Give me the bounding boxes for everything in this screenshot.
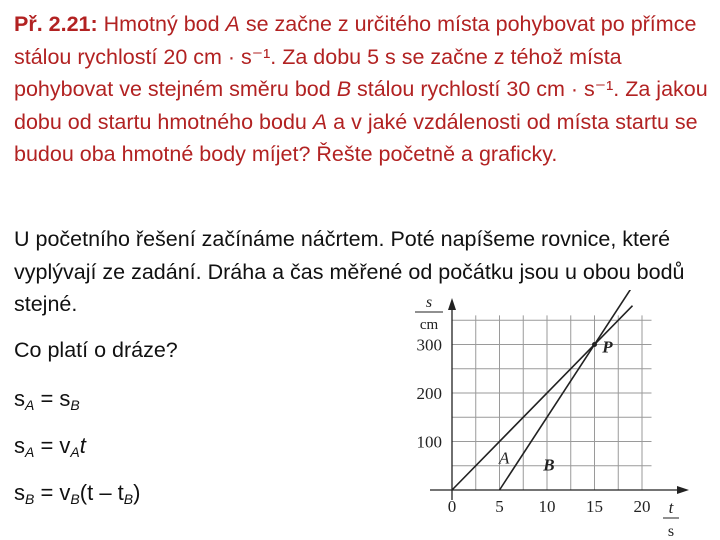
- problem-text-2: se začne z určitého místa pohybovat po přímce stálou rychlostí 20 cm · s⁻¹. Za dobu 5 s se začne z téhož místa pohybovat ve stejném směru bod: [14, 12, 697, 102]
- eq1-lhs: s: [14, 386, 25, 411]
- intersection-label: P: [602, 337, 613, 357]
- solution-intro: U početního řešení začínáme náčrtem. Poté napíšeme rovnice, které vyplývají ze zadání. Dráha a čas měřené od počátku jsou u obou bodů stejné.: [14, 227, 685, 317]
- position-time-graph: [395, 290, 695, 540]
- intersection-point: [592, 342, 597, 347]
- eq3-tail-sub: B: [123, 491, 134, 507]
- x-tick-label: 15: [586, 497, 603, 516]
- eq1-mid: = s: [34, 386, 71, 411]
- line-b-label: B: [543, 455, 555, 475]
- y-tick-label: 300: [416, 335, 442, 355]
- x-axis-unit: s: [667, 523, 675, 540]
- line-a-label: A: [499, 448, 510, 468]
- question-text: Co platí o dráze?: [14, 338, 178, 362]
- x-tick-label: 5: [495, 497, 504, 516]
- eq3-tail: (t – t: [79, 480, 124, 505]
- point-a-symbol-2: A: [312, 109, 328, 134]
- y-axis-unit: cm: [419, 317, 439, 333]
- problem-text-1: Hmotný bod: [97, 12, 226, 36]
- x-axis-symbol: t: [668, 498, 674, 517]
- eq3-mid: = v: [34, 480, 71, 505]
- point-b-symbol: B: [336, 77, 352, 102]
- eq1-rhs-sub: B: [70, 397, 80, 413]
- equation-1: [14, 386, 80, 413]
- eq2-tail: t: [79, 433, 86, 458]
- x-tick-label: 10: [538, 497, 556, 516]
- point-a-symbol: A: [225, 12, 240, 36]
- eq3-rhs-sub: B: [70, 491, 80, 507]
- x-tick-label: 20: [633, 497, 651, 516]
- eq1-lhs-sub: A: [25, 397, 35, 413]
- y-tick-label: 200: [416, 384, 442, 403]
- problem-label: Př. 2.21:: [14, 12, 98, 36]
- y-axis-symbol: s: [425, 294, 433, 311]
- eq3-lhs: s: [14, 480, 25, 505]
- eq3-end: ): [133, 480, 141, 505]
- eq2-lhs: s: [14, 433, 25, 458]
- eq2-lhs-sub: A: [25, 444, 35, 460]
- equation-3: [14, 480, 140, 507]
- problem-text-3: stálou rychlostí 30 cm · s⁻¹. Za jakou dobu od startu hmotného bodu: [14, 77, 708, 134]
- y-tick-label: 100: [416, 432, 442, 452]
- y-axis-arrow: [448, 298, 456, 310]
- eq2-rhs-sub: A: [70, 444, 80, 460]
- eq2-mid: = v: [34, 433, 71, 458]
- problem-statement: [14, 8, 714, 171]
- eq3-lhs-sub: B: [25, 491, 35, 507]
- equation-2: [14, 433, 86, 460]
- x-axis-arrow: [677, 486, 689, 494]
- problem-text-4: a v jaké vzdálenosti od místa startu se budou oba hmotné body míjet? Řešte početně a graficky.: [14, 109, 698, 167]
- x-tick-label: 0: [447, 497, 457, 516]
